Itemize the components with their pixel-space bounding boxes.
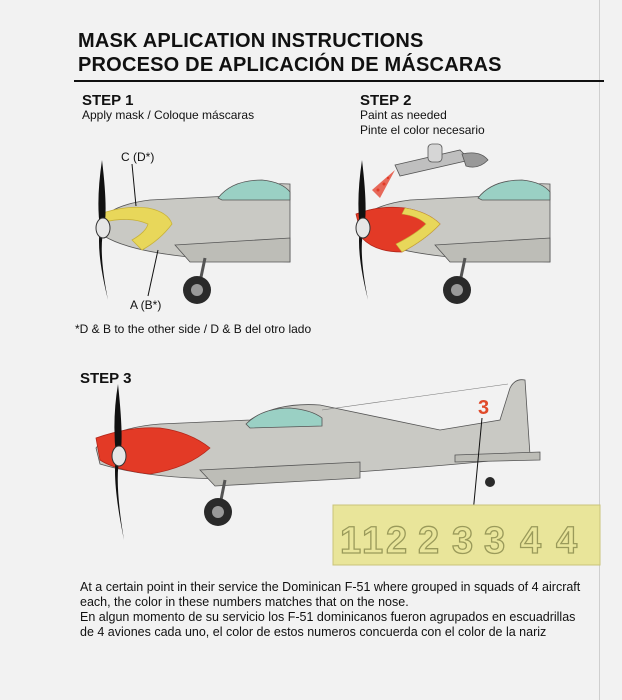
step2-instruction-es: Pinte el color necesario	[360, 123, 485, 137]
step1-label: STEP 1	[82, 92, 134, 109]
description-en-line1: At a certain point in their service the Dominican F-51 where grouped in squads of 4 aircraft	[80, 580, 581, 594]
decal-number: 1	[362, 520, 384, 562]
decal-number: 1	[340, 520, 362, 562]
step1-aircraft-illustration	[96, 160, 290, 304]
step2-aircraft-illustration	[356, 144, 550, 304]
decal-number: 2	[386, 520, 408, 562]
description-es-line2: de 4 aviones cada uno, el color de estos numeros concuerda con el color de la nariz	[80, 625, 547, 639]
callout-a: A (B*)	[130, 298, 162, 312]
step2-instruction-en: Paint as needed	[360, 108, 447, 122]
description-en-line2: each, the color in these numbers matches that on the nose.	[80, 595, 409, 609]
title-spanish: PROCESO DE APLICACIÓN DE MÁSCARAS	[78, 54, 502, 76]
description-es-line1: En algun momento de su servicio los F-51 dominicanos fueron agrupados en escuadrillas	[80, 610, 576, 624]
step1-instruction: Apply mask / Coloque máscaras	[82, 108, 255, 122]
step3-label: STEP 3	[80, 370, 132, 387]
tail-number: 3	[478, 397, 490, 419]
step2-label: STEP 2	[360, 92, 412, 109]
step1-note: *D & B to the other side / D & B del otro lado	[75, 322, 312, 336]
decal-number: 4	[556, 520, 578, 562]
airbrush-icon	[372, 144, 488, 198]
title-english: MASK APLICATION INSTRUCTIONS	[78, 30, 424, 52]
decal-number: 3	[452, 520, 474, 562]
decal-sheet	[333, 505, 600, 565]
decal-number: 2	[418, 520, 440, 562]
decal-number: 3	[484, 520, 506, 562]
callout-c: C (D*)	[121, 150, 155, 164]
decal-number: 4	[520, 520, 542, 562]
